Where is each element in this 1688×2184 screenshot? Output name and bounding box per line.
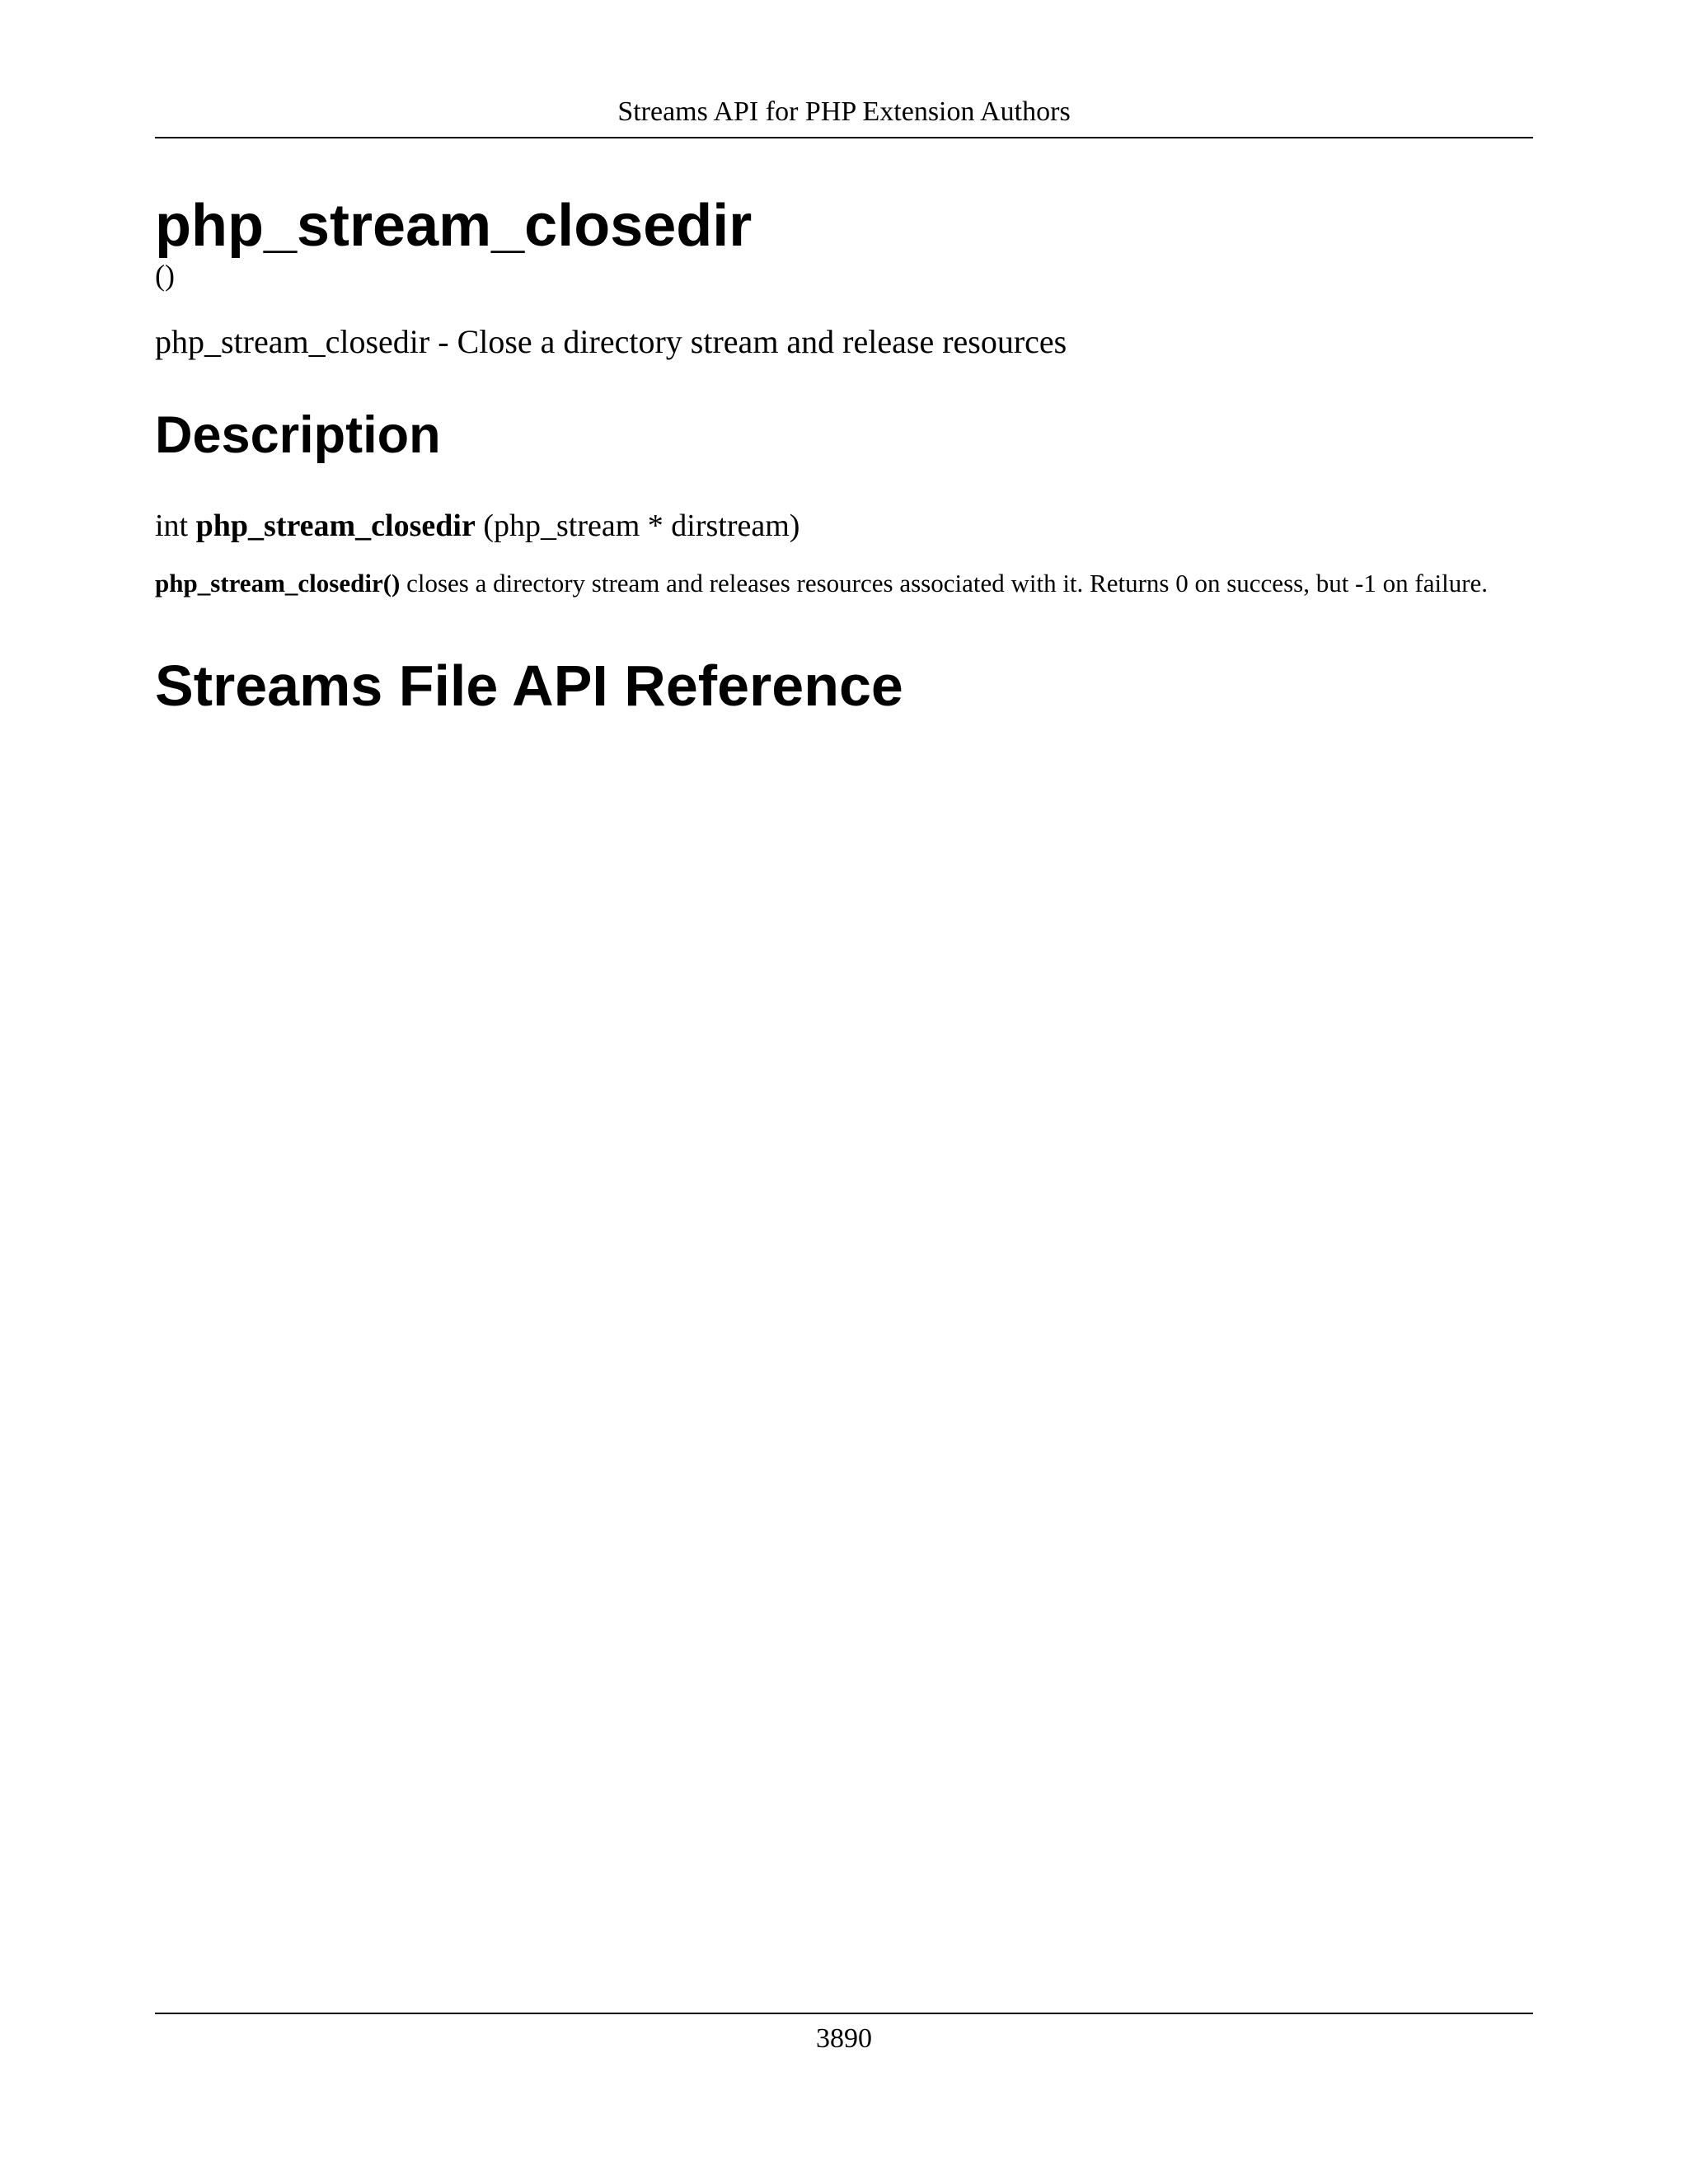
footer-rule [155,2013,1533,2014]
synopsis-function-name: php_stream_closedir [195,509,476,543]
synopsis-params: (php_stream * dirstream) [483,509,800,543]
description-heading: Description [155,406,441,464]
page-number: 3890 [816,2023,872,2054]
synopsis-return-type: int [155,509,189,543]
running-header: Streams API for PHP Extension Authors [617,96,1071,127]
function-reference: php_stream_closedir() [155,569,401,598]
description-paragraph [155,569,1533,598]
description-text: closes a directory stream and releases resources associated with it. Returns 0 on success, but -1 on failure. [406,569,1489,598]
function-synopsis [155,506,799,546]
header-rule [155,137,1533,138]
refpurpose-line: php_stream_closedir - Close a directory stream and release resources [155,323,1067,360]
page-title: php_stream_closedir [155,193,753,259]
section-heading: Streams File API Reference [155,654,903,718]
title-parens: () [155,259,175,292]
